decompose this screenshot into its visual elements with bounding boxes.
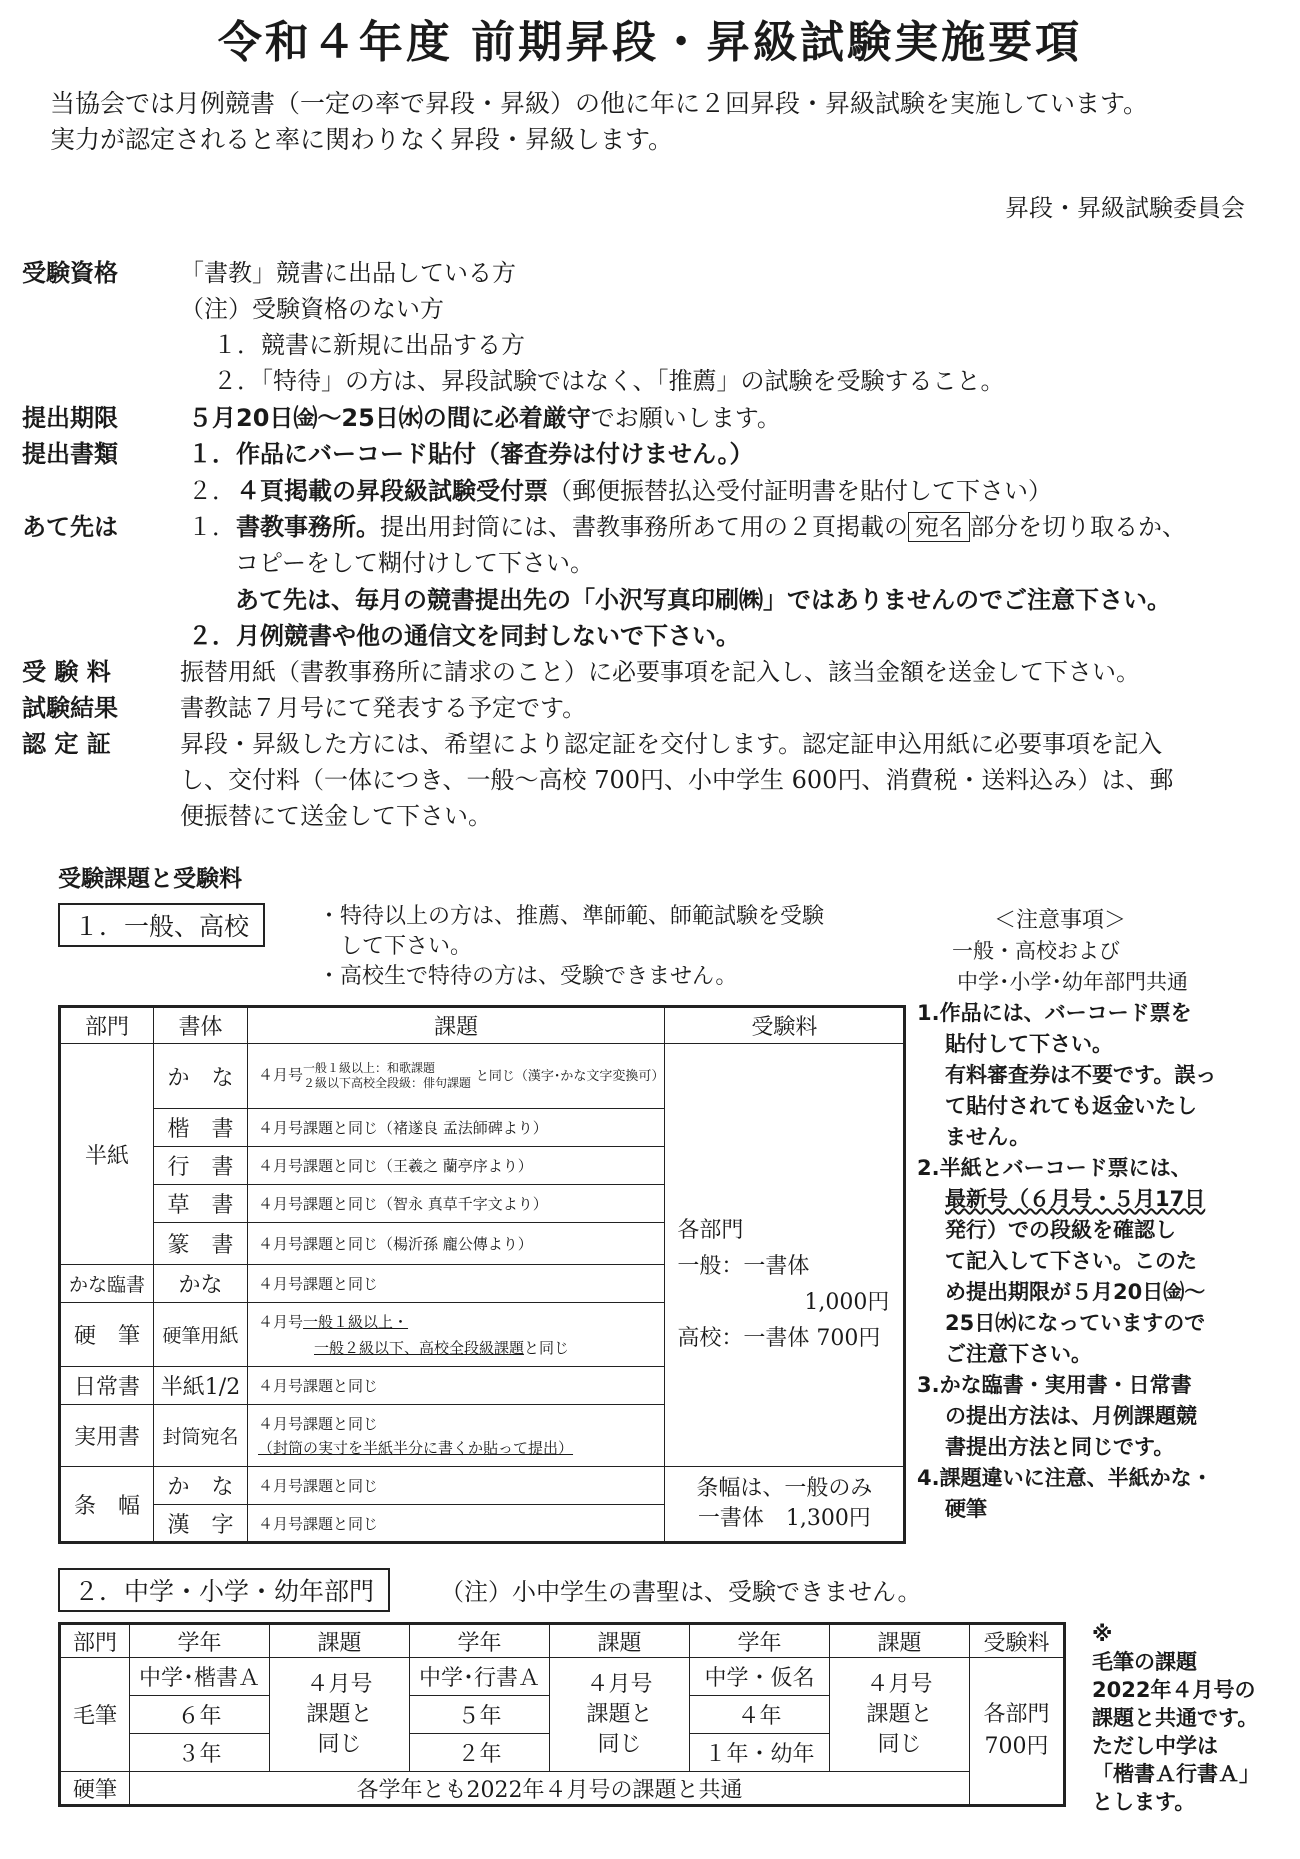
- task-suffix: と同じ（漢字･かな文字変換可）: [475, 1069, 665, 1084]
- deadline-date: ５月20日㈮～25日㈬の間に必着厳守: [188, 404, 591, 432]
- caution-item: 4.課題違いに注意、半紙かな・: [917, 1466, 1213, 1490]
- caution-notes: [895, 905, 1275, 1525]
- task-cell: [550, 1658, 690, 1772]
- item-number: １．: [188, 513, 236, 541]
- task-cell: ４月号課題と同じ（智永 真草千字文より）: [248, 1185, 665, 1223]
- style-cell: 行 書: [154, 1147, 248, 1185]
- address-bold: 書教事務所。: [236, 513, 380, 541]
- dept-cell: 硬 筆: [60, 1303, 154, 1367]
- caution-line: 貼付して下さい。: [945, 1032, 1113, 1056]
- caution-line: ません。: [945, 1125, 1031, 1149]
- task-line: 同じ: [317, 1731, 362, 1757]
- task-line: ４月号: [306, 1671, 373, 1697]
- style-cell: 草 書: [154, 1185, 248, 1223]
- caution-line: 有料審査券は不要です。誤っ: [945, 1063, 1217, 1087]
- side-note-line: 毛筆の課題: [1092, 1650, 1197, 1674]
- table-header: 課題: [550, 1624, 690, 1658]
- grade-cell: １年・幼年: [690, 1734, 830, 1772]
- task-line: ４月号: [586, 1671, 653, 1697]
- address-box: 宛名: [908, 512, 970, 542]
- side-note-line: 2022年４月号の: [1092, 1678, 1256, 1702]
- deadline-rest: でお願いします。: [590, 404, 781, 432]
- task-suffix: と同じ: [524, 1338, 570, 1357]
- fee-amount: 1,000円: [804, 1290, 890, 1315]
- task-cell: ４月号課題と同じ: [248, 1505, 665, 1543]
- section2-tag: ２．中学・小学・幼年部門: [58, 1568, 390, 1612]
- style-cell: かな: [154, 1265, 248, 1303]
- task-cell: [830, 1658, 970, 1772]
- task-line: 同じ: [877, 1731, 922, 1757]
- style-cell: か な: [154, 1467, 248, 1505]
- fee-cell: [665, 1467, 905, 1543]
- page-title: 令和４年度 前期昇段・昇級試験実施要項: [217, 17, 1083, 68]
- grade-cell: ３年: [130, 1734, 270, 1772]
- exam-table-junior: [58, 1622, 1066, 1807]
- grade-cell: 中学・仮名: [690, 1658, 830, 1696]
- fee-line: 一般：一書体: [677, 1254, 810, 1279]
- table-header: 書体: [154, 1007, 248, 1044]
- task-line: 課題と: [306, 1701, 373, 1727]
- style-cell: 篆 書: [154, 1223, 248, 1265]
- documents-rest: （郵便振替払込受付証明書を貼付して下さい）: [548, 477, 1052, 505]
- style-cell: 楷 書: [154, 1109, 248, 1147]
- address-text: 提出用封筒には、書教事務所あて用の２頁掲載の: [380, 513, 908, 541]
- style-cell: 封筒宛名: [154, 1405, 248, 1467]
- caution-line: ご注意下さい。: [945, 1342, 1092, 1366]
- documents-item: １．作品にバーコード貼付（審査券は付けません。）: [188, 440, 754, 468]
- fee-line: 700円: [984, 1734, 1049, 1759]
- deadline-text: [188, 398, 781, 433]
- grade-cell: ５年: [410, 1696, 550, 1734]
- kohitsu-task: 各学年とも2022年４月号の課題と共通: [130, 1772, 970, 1806]
- dept-cell: 硬筆: [60, 1772, 130, 1806]
- address-line: コピーをして糊付けして下さい。: [235, 549, 595, 577]
- grade-cell: ４年: [690, 1696, 830, 1734]
- section-heading: 受験課題と受験料: [58, 866, 242, 892]
- section1-notes: [318, 902, 824, 992]
- fee-text: 振替用紙（書教事務所に請求のこと）に必要事項を記入し、該当金額を送金して下さい。: [180, 658, 1140, 686]
- dept-cell: 条 幅: [60, 1467, 154, 1543]
- side-note-line: ただし中学は: [1092, 1734, 1218, 1758]
- committee-name: 昇段・昇級試験委員会: [1005, 194, 1245, 222]
- fee-line: 条幅は、一般のみ: [696, 1476, 873, 1501]
- caution-line: 最新号（６月号・５月17日: [945, 1187, 1206, 1211]
- caution-line: て記入して下さい。このた: [945, 1249, 1197, 1273]
- caution-title: ＜注意事項＞: [993, 908, 1126, 933]
- grade-cell: ６年: [130, 1696, 270, 1734]
- task-cell: [248, 1044, 665, 1109]
- caution-sub: 一般・高校および: [952, 939, 1120, 963]
- fee-line: 各部門: [983, 1702, 1050, 1727]
- task-line: 一般１級以上：和歌課題: [303, 1061, 436, 1075]
- address-label: あて先は: [22, 513, 118, 541]
- note-line: ・特待以上の方は、推薦、準師範、師範試験を受験: [318, 904, 825, 929]
- caution-line: 発行）での段級を確認し: [945, 1218, 1176, 1242]
- table-header: 課題: [830, 1624, 970, 1658]
- side-note-mark: ※: [1092, 1622, 1113, 1646]
- result-label: 試験結果: [22, 694, 118, 722]
- note-line: して下さい。: [340, 934, 473, 959]
- note-line: ・高校生で特待の方は、受験できません。: [318, 964, 738, 989]
- grade-cell: 中学･行書Ａ: [410, 1658, 550, 1696]
- certificate-text: 昇段・昇級した方には、希望により認定証を交付します。認定証申込用紙に必要事項を記入: [180, 730, 1163, 758]
- table-header: 課題: [270, 1624, 410, 1658]
- address-warning: あて先は、毎月の競書提出先の「小沢写真印刷㈱」ではありませんのでご注意下さい。: [235, 586, 1171, 614]
- task-prefix: ４月号: [258, 1066, 304, 1084]
- table-header: 受験料: [970, 1624, 1065, 1658]
- task-line: 同じ: [597, 1731, 642, 1757]
- intro-text: [50, 86, 1148, 158]
- exam-table-general: [58, 1005, 906, 1544]
- grade-cell: ２年: [410, 1734, 550, 1772]
- deadline-label: 提出期限: [22, 404, 118, 432]
- task-cell: ４月号課題と同じ: [248, 1265, 665, 1303]
- task-line: ４月号: [866, 1671, 933, 1697]
- qualification-item: ２．「特待」の方は、昇段試験ではなく、「推薦」の試験を受験すること。: [213, 367, 1005, 395]
- certificate-text: し、交付料（一体につき、一般～高校 700円、小中学生 600円、消費税・送料込み）は、郵: [180, 766, 1174, 794]
- fee-line: 高校：一書体 700円: [677, 1326, 881, 1351]
- caution-item: 1.作品には、バーコード票を: [917, 1001, 1192, 1025]
- task-line: 一般１級以上・: [303, 1312, 409, 1331]
- fee-cell: [665, 1044, 905, 1467]
- intro-line: 当協会では月例競書（一定の率で昇段・昇級）の他に年に２回昇段・昇級試験を実施しています。: [50, 89, 1149, 118]
- task-line: 課題と: [586, 1701, 653, 1727]
- side-note-line: 「楷書Ａ行書Ａ」: [1092, 1762, 1260, 1786]
- certificate-label: 認 定 証: [22, 730, 111, 758]
- caution-line: の提出方法は、月例課題競: [945, 1404, 1197, 1428]
- caution-line: め提出期限が５月20日㈮～: [945, 1280, 1206, 1304]
- section1-tag: １．一般、高校: [58, 903, 265, 947]
- caution-item: 3.かな臨書・実用書・日常書: [917, 1373, 1192, 1397]
- style-cell: 漢 字: [154, 1505, 248, 1543]
- table-header: 受験料: [665, 1007, 905, 1044]
- result-text: 書教誌７月号にて発表する予定です。: [180, 694, 587, 722]
- table-header: 部門: [60, 1007, 154, 1044]
- dept-cell: かな臨書: [60, 1265, 154, 1303]
- style-cell: 硬筆用紙: [154, 1303, 248, 1367]
- fee-line: 各部門: [677, 1218, 744, 1243]
- task-cell: ４月号課題と同じ（褚遂良 孟法師碑より）: [248, 1109, 665, 1147]
- table-header: 学年: [130, 1624, 270, 1658]
- caution-item: 2.半紙とバーコード票には、: [917, 1156, 1192, 1180]
- qualification-item: １．競書に新規に出品する方: [213, 331, 525, 359]
- task-cell: ４月号課題と同じ: [248, 1367, 665, 1405]
- caution-sub: 中学･小学･幼年部門共通: [957, 970, 1188, 994]
- documents-label: 提出書類: [22, 440, 118, 468]
- fee-label: 受 験 料: [22, 658, 111, 686]
- task-line: 一般２級以下、高校全段級課題: [314, 1338, 525, 1357]
- fee-line: 一書体 1,300円: [697, 1506, 871, 1531]
- task-cell: ４月号課題と同じ（楊沂孫 龐公傳より）: [248, 1223, 665, 1265]
- fee-cell: [970, 1658, 1065, 1806]
- caution-line: て貼付されても返金いたし: [945, 1094, 1197, 1118]
- style-cell: 半紙1/2: [154, 1367, 248, 1405]
- task-line: （封筒の実寸を半紙半分に書くか貼って提出）: [258, 1438, 574, 1457]
- task-cell: [248, 1303, 665, 1367]
- side-note-line: とします。: [1092, 1790, 1196, 1814]
- address-item: ２．月例競書や他の通信文を同封しないで下さい。: [188, 622, 740, 650]
- qualification-note: （注）受験資格のない方: [180, 295, 444, 323]
- address-tail: 部分を切り取るか、: [970, 513, 1186, 541]
- task-cell: [248, 1405, 665, 1467]
- qualification-label: 受験資格: [22, 259, 118, 287]
- task-cell: [270, 1658, 410, 1772]
- task-prefix: ４月号: [258, 1312, 304, 1331]
- dept-cell: 日常書: [60, 1367, 154, 1405]
- task-cell: ４月号課題と同じ: [248, 1467, 665, 1505]
- task-line: 課題と: [866, 1701, 933, 1727]
- caution-line: 書提出方法と同じです。: [945, 1435, 1175, 1459]
- caution-line: 25日㈬になっていますので: [945, 1311, 1206, 1335]
- table-header: 学年: [410, 1624, 550, 1658]
- task-split: [303, 1061, 471, 1091]
- caution-line: 硬筆: [945, 1497, 987, 1521]
- side-note-line: 課題と共通です。: [1092, 1706, 1259, 1730]
- dept-cell: 実用書: [60, 1405, 154, 1467]
- table-header: 学年: [690, 1624, 830, 1658]
- qualification-line: 「書教」競書に出品している方: [180, 259, 516, 287]
- task-line: ２級以下高校全段級：俳句課題: [303, 1076, 472, 1090]
- side-note: [1092, 1620, 1292, 1816]
- intro-line: 実力が認定されると率に関わりなく昇段・昇級します。: [50, 125, 674, 154]
- section2-note: （注）小中学生の書聖は、受験できません。: [440, 1578, 922, 1606]
- table-header: 課題: [248, 1007, 665, 1044]
- dept-cell: 半紙: [60, 1044, 154, 1265]
- style-cell: か な: [154, 1044, 248, 1109]
- item-number: ２．: [188, 477, 236, 505]
- address-item: [188, 507, 1186, 542]
- documents-item: [188, 471, 1052, 506]
- task-cell: ４月号課題と同じ（王羲之 蘭亭序より）: [248, 1147, 665, 1185]
- table-header: 部門: [60, 1624, 130, 1658]
- dept-cell: 毛筆: [60, 1658, 130, 1772]
- certificate-text: 便振替にて送金して下さい。: [180, 802, 492, 830]
- task-line: ４月号課題と同じ: [258, 1414, 379, 1433]
- grade-cell: 中学･楷書Ａ: [130, 1658, 270, 1696]
- documents-bold: ４頁掲載の昇段級試験受付票: [236, 477, 548, 505]
